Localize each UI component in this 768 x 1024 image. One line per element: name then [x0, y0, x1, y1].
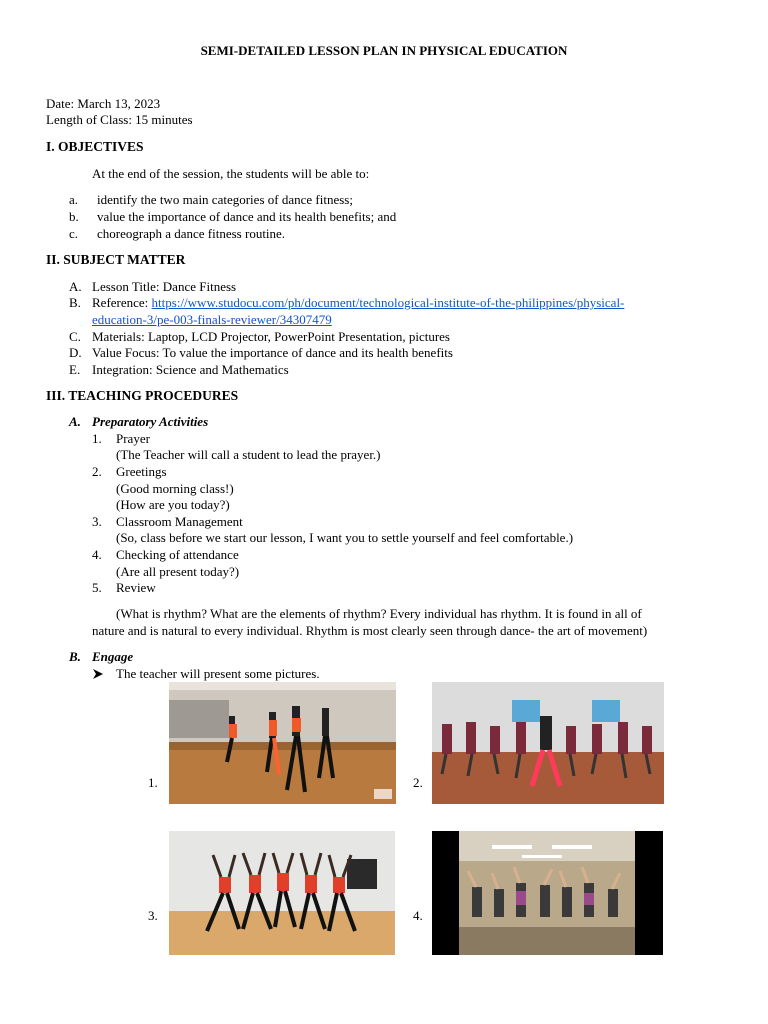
step-marker: 4.	[92, 547, 102, 562]
subject-marker: C.	[69, 329, 81, 344]
review-paragraph-line: nature and is natural to every individual. Rhythm is most clearly seen through dance- the art of movement)	[92, 623, 648, 638]
picture-label: 1.	[148, 775, 158, 790]
objective-text: choreograph a dance fitness routine.	[97, 226, 286, 241]
step-title-greetings: Greetings	[116, 464, 167, 479]
teaching-procedures-heading: III. TEACHING PROCEDURES	[46, 388, 239, 403]
objectives-intro: At the end of the session, the students will be able to:	[92, 166, 370, 181]
subject-marker: D.	[69, 345, 82, 360]
picture-label: 4.	[413, 908, 423, 923]
reference-label: Reference:	[92, 295, 152, 310]
step-detail: (So, class before we start our lesson, I want you to settle yourself and feel comfortable.)	[116, 530, 574, 545]
integration-line: Integration: Science and Mathematics	[92, 362, 289, 377]
section-marker: A.	[69, 414, 81, 429]
materials-line: Materials: Laptop, LCD Projector, PowerPoint Presentation, pictures	[92, 329, 450, 344]
dance-photo-4	[432, 831, 663, 955]
step-title-classroom-management: Classroom Management	[116, 514, 243, 529]
objective-text: identify the two main categories of dance fitness;	[97, 192, 353, 207]
engage-title: Engage	[92, 649, 134, 664]
dance-photo-1	[169, 682, 396, 804]
subject-marker: B.	[69, 295, 81, 310]
class-length-line: Length of Class: 15 minutes	[46, 112, 193, 127]
step-title-attendance: Checking of attendance	[116, 547, 239, 562]
review-paragraph-line: (What is rhythm? What are the elements of rhythm? Every individual has rhythm. It is found in all of	[116, 606, 642, 621]
value-focus-line: Value Focus: To value the importance of dance and its health benefits	[92, 345, 453, 360]
step-marker: 2.	[92, 464, 102, 479]
subject-marker: A.	[69, 279, 82, 294]
preparatory-activities-title: Preparatory Activities	[92, 414, 209, 429]
step-marker: 1.	[92, 431, 102, 446]
objective-text: value the importance of dance and its health benefits; and	[97, 209, 397, 224]
step-title-prayer: Prayer	[116, 431, 150, 446]
step-marker: 5.	[92, 580, 102, 595]
objective-marker: c.	[69, 226, 79, 241]
step-marker: 3.	[92, 514, 102, 529]
picture-label: 3.	[148, 908, 158, 923]
step-detail: (How are you today?)	[116, 497, 230, 512]
subject-matter-heading: II. SUBJECT MATTER	[46, 252, 186, 267]
dance-photo-2	[432, 682, 664, 804]
reference-line	[92, 295, 624, 311]
objective-marker: b.	[69, 209, 79, 224]
objectives-heading: I. OBJECTIVES	[46, 139, 144, 154]
step-title-review: Review	[116, 580, 156, 595]
dance-photo-3	[169, 831, 395, 955]
date-line: Date: March 13, 2023	[46, 96, 161, 111]
objective-marker: a.	[69, 192, 79, 207]
step-detail: (Good morning class!)	[116, 481, 234, 496]
section-marker: B.	[69, 649, 81, 664]
picture-label: 2.	[413, 775, 423, 790]
lesson-title-line: Lesson Title: Dance Fitness	[92, 279, 237, 294]
reference-link-continued[interactable]: education-3/pe-003-finals-reviewer/34307479	[92, 312, 332, 327]
reference-link[interactable]: https://www.studocu.com/ph/document/technological-institute-of-the-philippines/physical-	[151, 295, 625, 310]
engage-bullet-text: The teacher will present some pictures.	[116, 666, 320, 681]
step-detail: (Are all present today?)	[116, 564, 240, 579]
page-title: SEMI-DETAILED LESSON PLAN IN PHYSICAL EDUCATION	[200, 43, 568, 58]
step-detail: (The Teacher will call a student to lead the prayer.)	[116, 447, 381, 462]
subject-marker: E.	[69, 362, 81, 377]
